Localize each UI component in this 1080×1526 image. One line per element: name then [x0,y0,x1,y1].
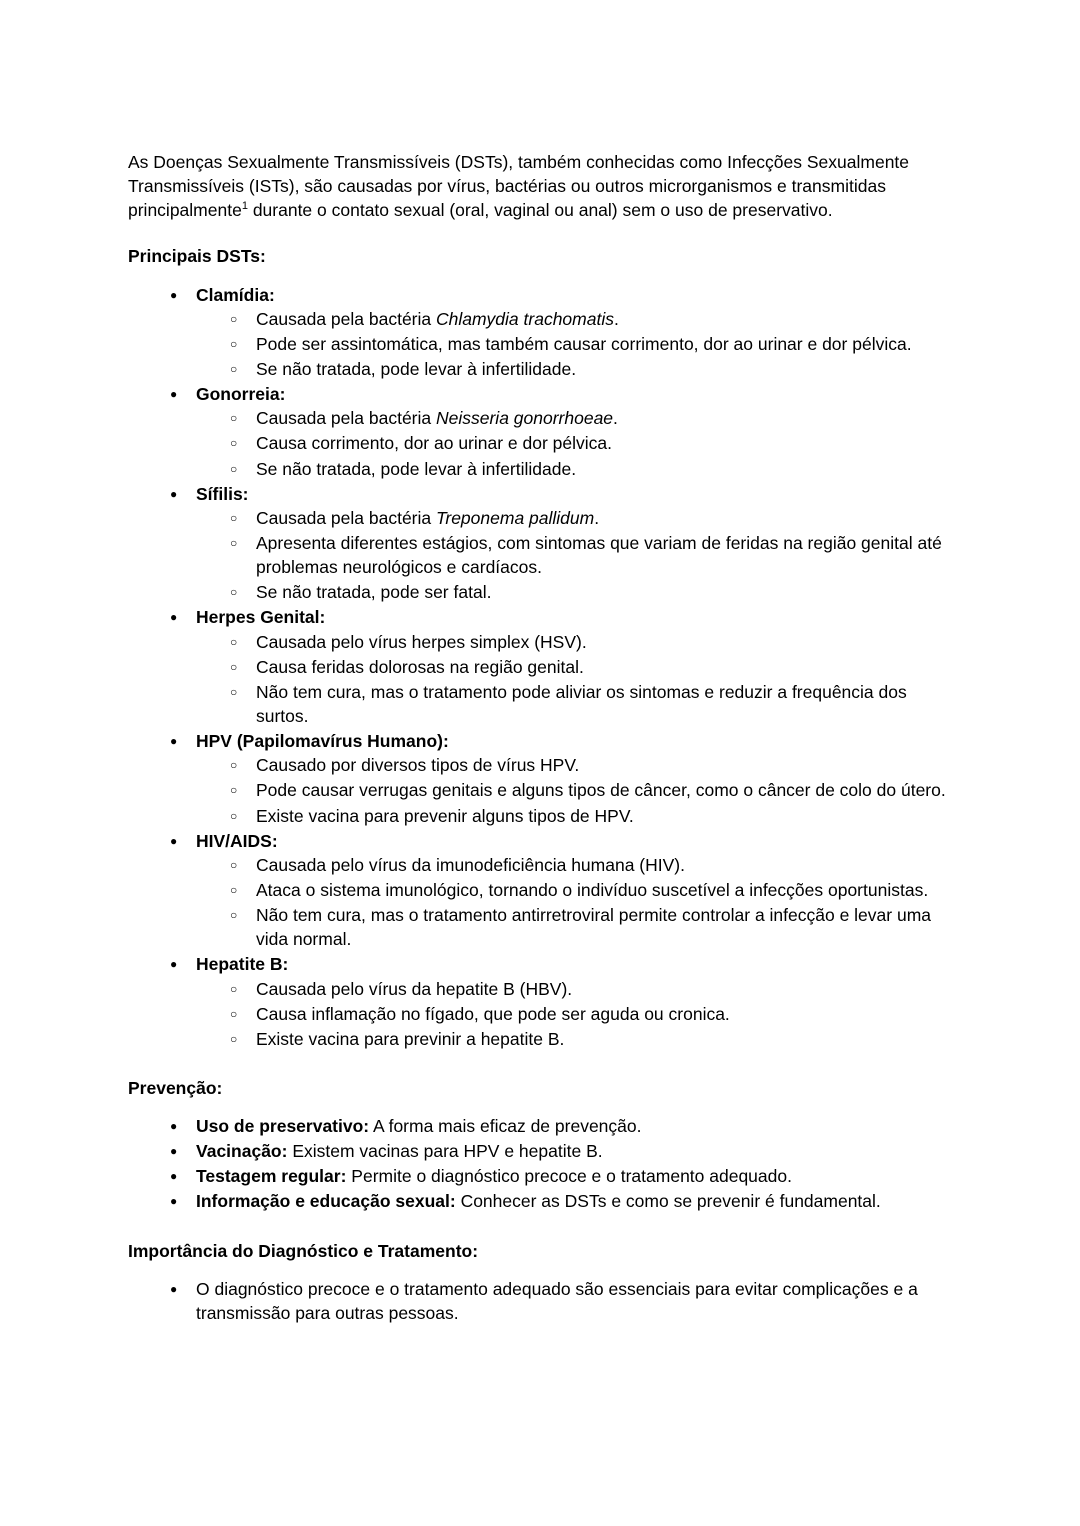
dst-detail-item [228,531,952,579]
detail-text: Causa inflamação no fígado, que pode ser aguda ou cronica. [256,1003,730,1024]
detail-text: Se não tratada, pode ser fatal. [256,582,492,603]
dst-group [168,729,952,828]
dst-group-title: Sífilis: [196,483,249,504]
intro-text-after-2: durante o contato sexual (oral, vaginal ou anal) sem o uso de preservativo. [252,200,833,221]
footnote-marker: 1 [241,200,248,213]
dst-group-title: Herpes Genital: [196,607,326,628]
heading-importancia: Importância do Diagnóstico e Tratamento: [128,1240,479,1261]
importance-list [128,1277,952,1325]
dst-detail-list [196,506,952,605]
prevention-item-label: Uso de preservativo: [196,1116,370,1137]
detail-text: Ataca o sistema imunológico, tornando o indivíduo suscetível a infecções oportunistas. [256,879,929,900]
detail-text: Se não tratada, pode levar à infertilidade. [256,458,577,479]
detail-text: Causada pela bactéria [256,408,436,429]
prevention-item-text: Existem vacinas para HPV e hepatite B. [287,1141,603,1162]
detail-text: Não tem cura, mas o tratamento antirretroviral permite controlar a infecção e levar uma vida normal. [256,905,932,950]
dst-detail-item [228,878,952,902]
intro-text-before: As Doenças Sexualmente Transmissíveis (DSTs), também conhecidas como Infecções Sexualmente Transmissíveis (ISTs), são causadas por vírus, bactérias ou outros microrganismos e transmitidas principalmente [128,152,910,221]
species-name: Chlamydia trachomatis [435,308,614,329]
prevention-item-text: A forma mais eficaz de prevenção. [369,1116,642,1137]
dst-group [168,605,952,728]
dst-detail-item [228,307,952,331]
species-name: Treponema pallidum [435,507,595,528]
dst-detail-item [228,457,952,481]
detail-text: . [613,308,619,329]
detail-text: Causa corrimento, dor ao urinar e dor pélvica. [256,433,613,454]
spacer-2 [128,1215,952,1239]
dst-detail-list [196,307,952,381]
detail-text: Pode ser assintomática, mas também causar corrimento, dor ao urinar e dor pélvica. [256,333,912,354]
dst-group-title: Gonorreia: [196,384,286,405]
importance-item [168,1277,952,1325]
dst-group-title: HPV (Papilomavírus Humano): [196,731,449,752]
dst-detail-item [228,753,952,777]
dst-detail-list [196,753,952,827]
dst-detail-item [228,406,952,430]
dst-list [128,283,952,1051]
dst-detail-item [228,778,952,802]
detail-text: Se não tratada, pode levar à infertilidade. [256,358,577,379]
dst-detail-item [228,655,952,679]
detail-text: . [594,507,600,528]
dst-group-title: Clamídia: [196,284,275,305]
prevention-item-text: Permite o diagnóstico precoce e o tratamento adequado. [346,1166,792,1187]
species-name: Neisseria gonorrhoeae [435,408,614,429]
dst-detail-item [228,506,952,530]
dst-detail-item [228,1027,952,1051]
dst-detail-list [196,406,952,480]
prevention-item-label: Vacinação: [196,1141,288,1162]
detail-text: Causada pelo vírus herpes simplex (HSV). [256,631,587,652]
detail-text: Apresenta diferentes estágios, com sintomas que variam de feridas na região genital até problemas neurológicos e cardíacos. [256,532,942,578]
dst-detail-item [228,332,952,356]
prevention-item [168,1139,952,1163]
detail-text: Causada pela bactéria [256,507,436,528]
prevention-item [168,1114,952,1138]
dst-detail-item [228,804,952,828]
detail-text: Causado por diversos tipos de vírus HPV. [256,755,580,776]
detail-text: . [613,408,618,429]
dst-detail-item [228,580,952,604]
spacer [128,1052,952,1076]
dst-group [168,829,952,952]
dst-detail-item [228,431,952,455]
detail-text: Causada pelo vírus da imunodeficiência humana (HIV). [256,854,685,875]
dst-group [168,382,952,481]
dst-detail-item [228,903,952,951]
prevention-item-text: Conhecer as DSTs e como se prevenir é fundamental. [455,1191,881,1212]
dst-group-title: HIV/AIDS: [196,830,278,851]
dst-detail-item [228,853,952,877]
dst-group [168,482,952,605]
prevention-item-label: Testagem regular: [196,1166,347,1187]
dst-detail-list [196,977,952,1051]
document-body [128,150,952,1325]
detail-text: Pode causar verrugas genitais e alguns tipos de câncer, como o câncer de colo do útero. [256,780,946,801]
prevention-item-label: Informação e educação sexual: [196,1191,456,1212]
detail-text: Existe vacina para prevenir alguns tipos de HPV. [256,805,634,826]
prevention-item [168,1164,952,1188]
dst-detail-list [196,853,952,952]
dst-detail-item [228,680,952,728]
detail-text: Não tem cura, mas o tratamento pode aliviar os sintomas e reduzir a frequência dos surtos. [256,681,907,726]
dst-detail-item [228,1002,952,1026]
dst-detail-item [228,977,952,1001]
importance-item-text: O diagnóstico precoce e o tratamento adequado são essenciais para evitar complicações e a transmissão para outras pessoas. [196,1278,918,1323]
heading-prevencao: Prevenção: [128,1077,223,1098]
intro-paragraph [128,150,952,222]
prevention-item [168,1189,952,1213]
dst-group [168,952,952,1051]
detail-text: Causada pelo vírus da hepatite B (HBV). [256,978,573,999]
dst-detail-item [228,357,952,381]
detail-text: Existe vacina para previnir a hepatite B. [256,1028,565,1049]
heading-principais-dsts: Principais DSTs: [128,246,266,267]
dst-detail-list [196,630,952,729]
dst-group-title: Hepatite B: [196,954,289,975]
dst-detail-item [228,630,952,654]
prevention-list [128,1114,952,1214]
dst-group [168,283,952,382]
detail-text: Causada pela bactéria [256,308,436,329]
detail-text: Causa feridas dolorosas na região genital. [256,656,584,677]
